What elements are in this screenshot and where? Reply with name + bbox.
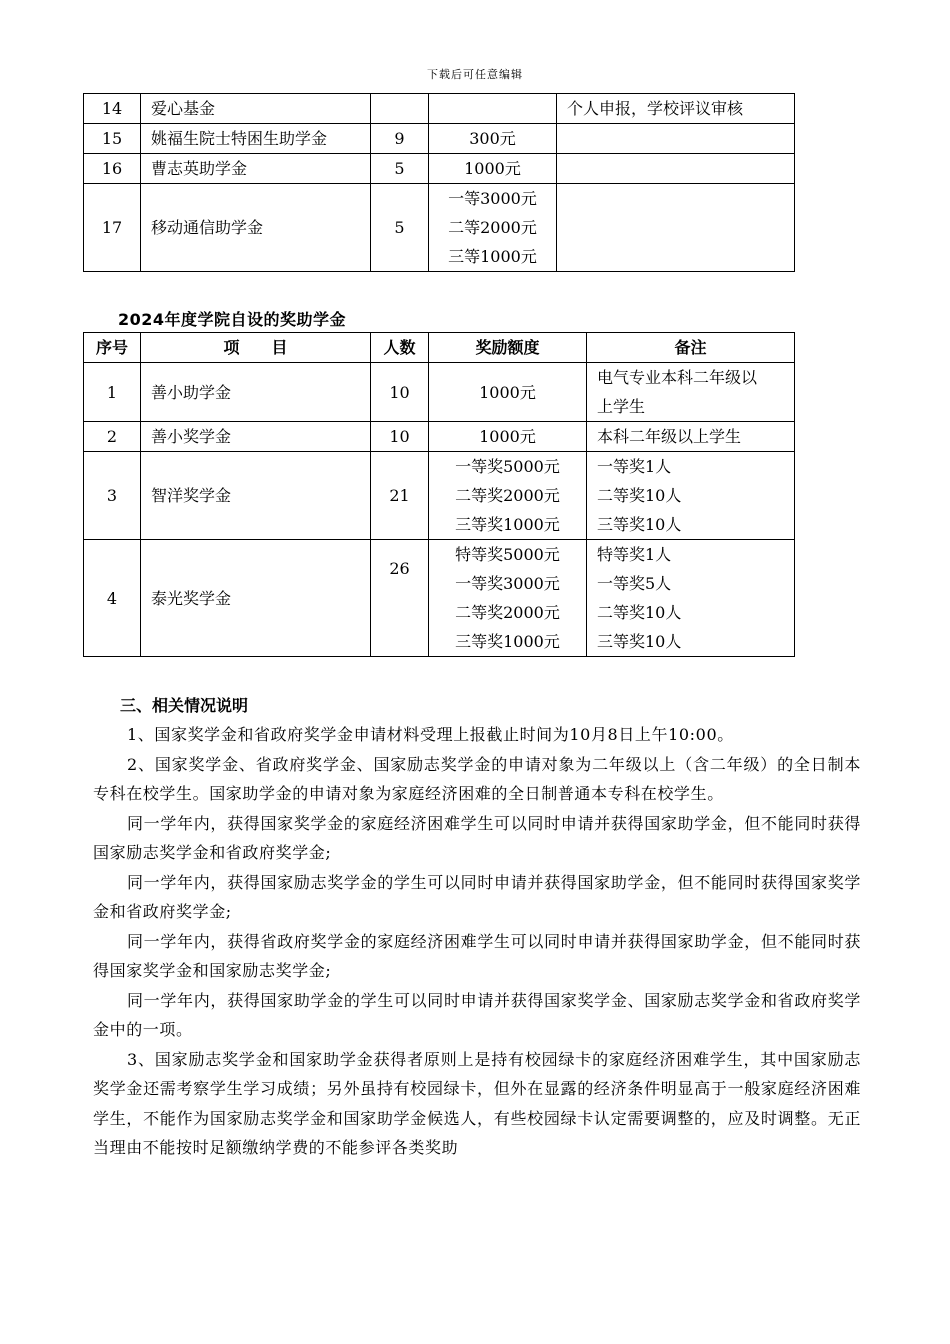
header-no: 序号 [84, 333, 141, 363]
row-name: 姚福生院士特困生助学金 [141, 124, 371, 154]
remark-line: 二等奖10人 [597, 603, 682, 622]
amount-line: 三等奖1000元 [455, 515, 560, 534]
table-row [84, 363, 795, 422]
row-remark: 本科二年级以上学生 [587, 422, 795, 452]
row-name: 爱心基金 [141, 94, 371, 124]
row-amount: 1000元 [429, 154, 557, 184]
header-amount: 奖励额度 [429, 333, 587, 363]
row-no: 14 [84, 94, 141, 124]
remark-line: 一等奖1人 [597, 457, 672, 476]
row-no: 3 [84, 452, 141, 540]
row-count: 26 [371, 540, 429, 657]
remark-line: 上学生 [597, 397, 646, 416]
table-row [84, 124, 795, 154]
amount-line: 一等3000元 [448, 189, 537, 208]
scholarship-table-continued [83, 93, 795, 272]
remark-line: 三等奖10人 [597, 515, 682, 534]
row-count [371, 94, 429, 124]
remark-line: 一等奖5人 [597, 574, 672, 593]
row-remark [557, 184, 795, 272]
row-amount [429, 452, 587, 540]
notes-section [93, 692, 861, 1163]
row-no: 1 [84, 363, 141, 422]
remark-line: 三等奖10人 [597, 632, 682, 651]
table-row [84, 540, 795, 657]
table-row [84, 422, 795, 452]
notes-paragraph: 同一学年内，获得国家助学金的学生可以同时申请并获得国家奖学金、国家励志奖学金和省政府奖学金中的一项。 [93, 990, 861, 1039]
amount-line: 二等奖2000元 [455, 603, 560, 622]
remark-line: 二等奖10人 [597, 486, 682, 505]
amount-line: 二等奖2000元 [455, 486, 560, 505]
table2-title: 2024年度学院自设的奖助学金 [118, 310, 347, 329]
table-header-row [84, 333, 795, 363]
row-name: 移动通信助学金 [141, 184, 371, 272]
row-no: 2 [84, 422, 141, 452]
row-amount [429, 94, 557, 124]
table-row [84, 154, 795, 184]
row-amount: 300元 [429, 124, 557, 154]
table-row [84, 452, 795, 540]
row-name: 曹志英助学金 [141, 154, 371, 184]
row-count: 9 [371, 124, 429, 154]
notes-paragraph: 同一学年内，获得省政府奖学金的家庭经济困难学生可以同时申请并获得国家助学金，但不能同时获得国家奖学金和国家励志奖学金; [93, 931, 861, 980]
row-count: 5 [371, 184, 429, 272]
row-count: 21 [371, 452, 429, 540]
notes-title: 三、相关情况说明 [120, 696, 249, 715]
row-remark: 个人申报，学校评议审核 [557, 94, 795, 124]
notes-paragraph: 1、国家奖学金和省政府奖学金申请材料受理上报截止时间为10月8日上午10:00。 [127, 725, 734, 744]
notes-paragraph: 同一学年内，获得国家励志奖学金的学生可以同时申请并获得国家助学金，但不能同时获得国家奖学金和省政府奖学金; [93, 872, 861, 921]
row-name: 善小奖学金 [141, 422, 371, 452]
row-remark [587, 452, 795, 540]
row-count: 10 [371, 363, 429, 422]
header-note: 下载后可任意编辑 [427, 68, 523, 81]
notes-paragraph: 2、国家奖学金、省政府奖学金、国家励志奖学金的申请对象为二年级以上（含二年级）的全日制本专科在校学生。国家助学金的申请对象为家庭经济困难的全日制普通本专科在校学生。 [93, 754, 861, 803]
amount-line: 一等奖3000元 [455, 574, 560, 593]
amount-line: 二等2000元 [448, 218, 537, 237]
row-count: 5 [371, 154, 429, 184]
remark-line: 电气专业本科二年级以 [597, 368, 758, 387]
row-remark [587, 363, 795, 422]
row-name: 善小助学金 [141, 363, 371, 422]
table-row [84, 184, 795, 272]
row-remark [557, 124, 795, 154]
amount-line: 特等奖5000元 [455, 545, 560, 564]
header-name: 项 目 [141, 333, 371, 363]
remark-line: 特等奖1人 [597, 545, 672, 564]
header-count: 人数 [371, 333, 429, 363]
row-no: 4 [84, 540, 141, 657]
college-scholarship-table [83, 332, 795, 657]
row-no: 17 [84, 184, 141, 272]
row-amount: 1000元 [429, 422, 587, 452]
row-name: 智洋奖学金 [141, 452, 371, 540]
notes-paragraph: 3、国家励志奖学金和国家助学金获得者原则上是持有校园绿卡的家庭经济困难学生，其中国家励志奖学金还需考察学生学习成绩；另外虽持有校园绿卡，但外在显露的经济条件明显高于一般家庭经济困难学生，不能作为国家励志奖学金和国家助学金候选人，有些校园绿卡认定需要调整的，应及时调整。无正当理由不能按时足额缴纳学费的不能参评各类奖助 [93, 1049, 861, 1157]
amount-line: 三等奖1000元 [455, 632, 560, 651]
row-no: 16 [84, 154, 141, 184]
row-amount: 1000元 [429, 363, 587, 422]
row-amount [429, 184, 557, 272]
row-amount [429, 540, 587, 657]
row-remark [587, 540, 795, 657]
amount-line: 一等奖5000元 [455, 457, 560, 476]
row-no: 15 [84, 124, 141, 154]
amount-line: 三等1000元 [448, 247, 537, 266]
row-name: 泰光奖学金 [141, 540, 371, 657]
table-row [84, 94, 795, 124]
notes-paragraph: 同一学年内，获得国家奖学金的家庭经济困难学生可以同时申请并获得国家助学金，但不能同时获得国家励志奖学金和省政府奖学金; [93, 813, 861, 862]
row-remark [557, 154, 795, 184]
row-count: 10 [371, 422, 429, 452]
header-remark: 备注 [587, 333, 795, 363]
